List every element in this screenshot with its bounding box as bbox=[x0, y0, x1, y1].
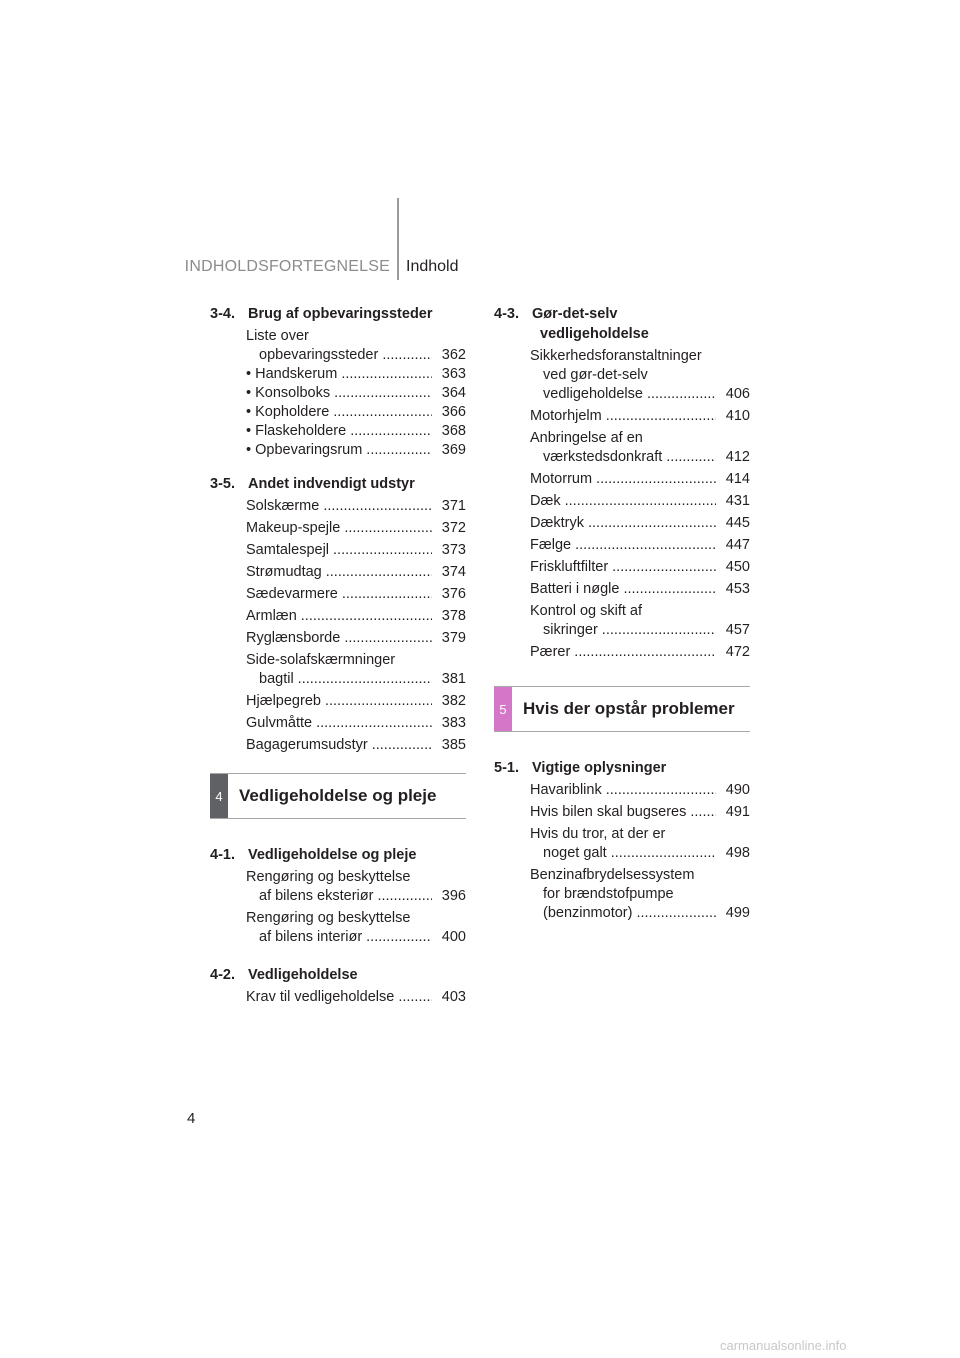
header-divider bbox=[397, 198, 399, 280]
page-number-ref: 379 bbox=[441, 630, 466, 646]
toc-entry[interactable]: Hjælpegreb ..... 382 bbox=[210, 692, 466, 711]
page-number-ref: 431 bbox=[725, 493, 750, 509]
page-number-ref: 447 bbox=[725, 537, 750, 553]
page-number-ref: 406 bbox=[725, 386, 750, 402]
page-number-ref: 366 bbox=[441, 404, 466, 420]
toc-entry[interactable]: Dæktryk ..... 445 bbox=[494, 514, 750, 533]
page-number-ref: 363 bbox=[441, 366, 466, 382]
toc-section-4-3 bbox=[494, 304, 750, 662]
page-number-ref: 472 bbox=[725, 644, 750, 660]
page-number-ref: 383 bbox=[441, 715, 466, 731]
chapter-title: Vedligeholdelse og pleje bbox=[239, 786, 437, 805]
page-number-ref: 376 bbox=[441, 586, 466, 602]
page-number-ref: 499 bbox=[725, 905, 750, 921]
toc-entry[interactable]: Liste over opbevaringssteder ..... 362 bbox=[210, 327, 466, 365]
toc-entry[interactable]: Rengøring og beskyttelse af bilens eksteriør ..... 396 bbox=[210, 868, 466, 906]
page-number-ref: 400 bbox=[441, 929, 466, 945]
page-number-ref: 362 bbox=[441, 347, 466, 363]
toc-entry[interactable]: Bagagerumsudstyr ..... 385 bbox=[210, 736, 466, 755]
toc-entry[interactable]: Armlæn ..... 378 bbox=[210, 607, 466, 626]
page-number-ref: 403 bbox=[441, 989, 466, 1005]
page-number-ref: 490 bbox=[725, 782, 750, 798]
page-number-ref: 396 bbox=[441, 888, 466, 904]
toc-entry[interactable]: Makeup-spejle ..... 372 bbox=[210, 519, 466, 538]
toc-entry[interactable]: Fælge ..... 447 bbox=[494, 536, 750, 555]
toc-entry[interactable]: Solskærme ..... 371 bbox=[210, 497, 466, 516]
header-section-label: INDHOLDSFORTEGNELSE bbox=[184, 258, 390, 275]
section-title: Brug af opbevaringssteder bbox=[248, 306, 433, 322]
section-heading bbox=[210, 304, 466, 324]
section-heading bbox=[210, 965, 466, 985]
toc-entry[interactable]: Rengøring og beskyttelse af bilens interiør ..... 400 bbox=[210, 909, 466, 947]
toc-entry[interactable]: • Handskerum ..... 363 bbox=[210, 365, 466, 384]
toc-entry[interactable]: Benzinafbrydelsessystem for brændstofpumpe (benzinmotor) ..... 499 bbox=[494, 866, 750, 923]
page-number-ref: 445 bbox=[725, 515, 750, 531]
section-title: Vedligeholdelse bbox=[248, 967, 358, 983]
page-number-ref: 414 bbox=[725, 471, 750, 487]
toc-entry[interactable]: Hvis bilen skal bugseres ..... 491 bbox=[494, 803, 750, 822]
page-number: 4 bbox=[187, 1110, 196, 1127]
toc-entry[interactable]: • Konsolboks ..... 364 bbox=[210, 384, 466, 403]
toc-section-3-4 bbox=[210, 304, 466, 460]
section-heading bbox=[210, 474, 466, 494]
header-chapter-label: Indhold bbox=[406, 258, 459, 275]
chapter-title: Hvis der opstår problemer bbox=[523, 699, 735, 718]
toc-entry[interactable]: Gulvmåtte ..... 383 bbox=[210, 714, 466, 733]
toc-entry[interactable]: Kontrol og skift af sikringer ..... 457 bbox=[494, 602, 750, 640]
page-number-ref: 457 bbox=[725, 622, 750, 638]
section-number: 4-3. bbox=[494, 306, 519, 322]
section-number: 3-5. bbox=[210, 476, 235, 492]
toc-entry[interactable]: Krav til vedligeholdelse ..... 403 bbox=[210, 988, 466, 1007]
section-title: Gør-det-selv vedligeholdelse bbox=[532, 306, 649, 342]
page-number-ref: 372 bbox=[441, 520, 466, 536]
page-number-ref: 371 bbox=[441, 498, 466, 514]
chapter-number-tab: 5 bbox=[494, 687, 512, 731]
toc-left-column bbox=[210, 304, 466, 1025]
section-number: 4-2. bbox=[210, 967, 235, 983]
toc-section-3-5 bbox=[210, 474, 466, 755]
chapter-number-tab: 4 bbox=[210, 774, 228, 818]
toc-entry[interactable]: Ryglænsborde ..... 379 bbox=[210, 629, 466, 648]
page-number-ref: 453 bbox=[725, 581, 750, 597]
toc-entry[interactable]: Pærer ..... 472 bbox=[494, 643, 750, 662]
section-title: Vedligeholdelse og pleje bbox=[248, 847, 417, 863]
toc-entry[interactable]: • Kopholdere ..... 366 bbox=[210, 403, 466, 422]
toc-right-column bbox=[494, 304, 750, 941]
toc-section-4-2 bbox=[210, 965, 466, 1007]
toc-entry[interactable]: Friskluftfilter ..... 450 bbox=[494, 558, 750, 577]
section-number: 3-4. bbox=[210, 306, 235, 322]
page-number-ref: 369 bbox=[441, 442, 466, 458]
chapter-4-header[interactable] bbox=[210, 773, 466, 819]
page-number-ref: 381 bbox=[441, 671, 466, 687]
page-number-ref: 368 bbox=[441, 423, 466, 439]
toc-entry[interactable]: Motorhjelm ..... 410 bbox=[494, 407, 750, 426]
toc-entry[interactable]: Strømudtag ..... 374 bbox=[210, 563, 466, 582]
page-number-ref: 378 bbox=[441, 608, 466, 624]
page-number-ref: 498 bbox=[725, 845, 750, 861]
section-number: 4-1. bbox=[210, 847, 235, 863]
toc-entry[interactable]: Side-solafskærmninger bagtil ..... 381 bbox=[210, 651, 466, 689]
page-number-ref: 491 bbox=[725, 804, 750, 820]
toc-entry[interactable]: Sædevarmere ..... 376 bbox=[210, 585, 466, 604]
section-heading bbox=[494, 304, 750, 344]
toc-entry[interactable]: Sikkerhedsforanstaltninger ved gør-det-selv vedligeholdelse ..... 406 bbox=[494, 347, 750, 404]
toc-entry[interactable]: Havariblink ..... 490 bbox=[494, 781, 750, 800]
toc-entry[interactable]: Batteri i nøgle ..... 453 bbox=[494, 580, 750, 599]
section-heading bbox=[494, 758, 750, 778]
toc-entry[interactable]: Samtalespejl ..... 373 bbox=[210, 541, 466, 560]
toc-entry[interactable]: • Opbevaringsrum ..... 369 bbox=[210, 441, 466, 460]
page-number-ref: 374 bbox=[441, 564, 466, 580]
page-number-ref: 373 bbox=[441, 542, 466, 558]
toc-entry[interactable]: Anbringelse af en værkstedsdonkraft ..... 412 bbox=[494, 429, 750, 467]
page-number-ref: 412 bbox=[725, 449, 750, 465]
page-number-ref: 364 bbox=[441, 385, 466, 401]
toc-entry[interactable]: • Flaskeholdere ..... 368 bbox=[210, 422, 466, 441]
toc-entry[interactable]: Motorrum ..... 414 bbox=[494, 470, 750, 489]
toc-entry[interactable]: Dæk ..... 431 bbox=[494, 492, 750, 511]
section-number: 5-1. bbox=[494, 760, 519, 776]
page-number-ref: 385 bbox=[441, 737, 466, 753]
toc-section-4-1 bbox=[210, 845, 466, 947]
toc-section-5-1 bbox=[494, 758, 750, 923]
watermark: carmanualsonline.info bbox=[720, 1338, 847, 1353]
chapter-5-header[interactable] bbox=[494, 686, 750, 732]
section-title: Vigtige oplysninger bbox=[532, 760, 667, 776]
page-number-ref: 382 bbox=[441, 693, 466, 709]
toc-entry[interactable]: Hvis du tror, at der er noget galt ..... 498 bbox=[494, 825, 750, 863]
section-heading bbox=[210, 845, 466, 865]
page-number-ref: 450 bbox=[725, 559, 750, 575]
section-title: Andet indvendigt udstyr bbox=[248, 476, 415, 492]
page-number-ref: 410 bbox=[725, 408, 750, 424]
